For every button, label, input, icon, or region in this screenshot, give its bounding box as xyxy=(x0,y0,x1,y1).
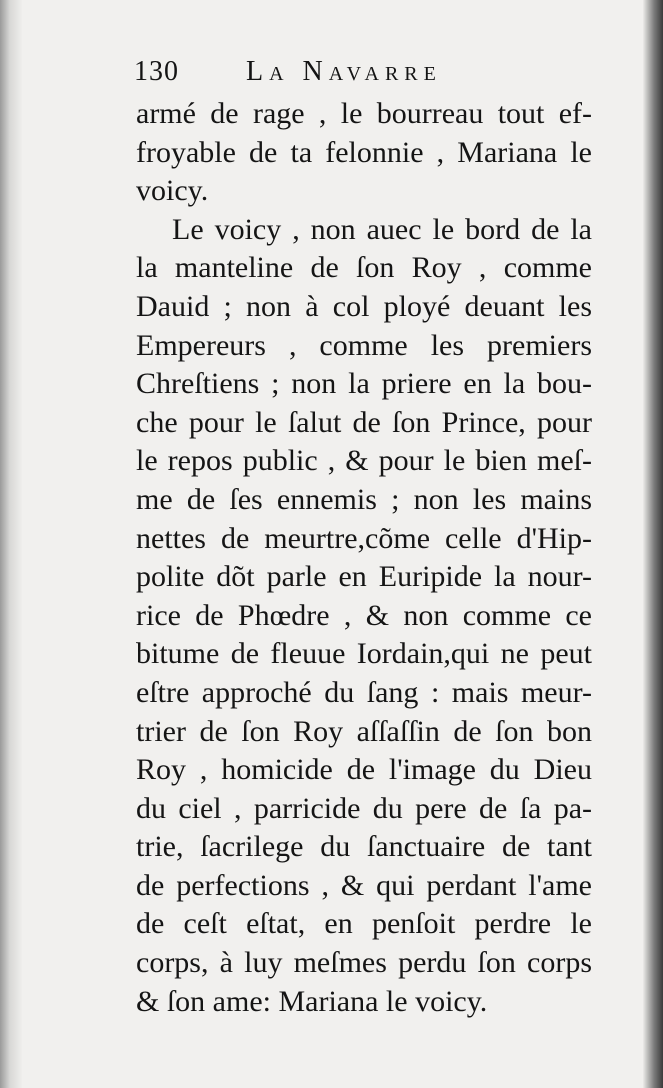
body-text xyxy=(136,95,592,1021)
text-line: de ceſt eſtat, en penſoit perdre le xyxy=(136,907,592,941)
page-binding-shadow xyxy=(0,0,22,1088)
text-line: le repos public , & pour le bien meſ- xyxy=(136,444,592,478)
page-edge-shadow xyxy=(643,0,663,1088)
text-line: trier de ſon Roy aſſaſſin de ſon bon xyxy=(136,714,592,748)
text-line: froyable de ta felonnie , Mariana le xyxy=(136,135,592,169)
text-line: rice de Phœdre , & non comme ce xyxy=(136,598,592,632)
page-header xyxy=(134,56,604,100)
text-line: de perfections , & qui perdant l'ame xyxy=(136,868,592,902)
text-line: eſtre approché du ſang : mais meur- xyxy=(136,675,592,709)
text-line: nettes de meurtre,cõme celle d'Hip- xyxy=(136,521,592,555)
text-line: Chreſtiens ; non la priere en la bou- xyxy=(136,367,592,401)
text-line: Empereurs , comme les premiers xyxy=(136,328,592,362)
text-line: voicy. xyxy=(136,174,209,208)
text-line: Dauid ; non à col ployé deuant les xyxy=(136,289,592,323)
text-line: du ciel , parricide du pere de ſa pa- xyxy=(136,791,592,825)
text-line: me de ſes ennemis ; non les mains xyxy=(136,482,592,516)
text-line: polite dõt parle en Euripide la nour- xyxy=(136,560,592,594)
text-line: che pour le ſalut de ſon Prince, pour xyxy=(136,405,592,439)
text-line: Roy , homicide de l'image du Dieu xyxy=(136,753,592,787)
text-line: bitume de fleuue Iordain,qui ne peut xyxy=(136,637,592,671)
page-number: 130 xyxy=(134,56,179,87)
text-line: armé de rage , le bourreau tout ef- xyxy=(136,97,592,130)
paragraph-start-line: Le voicy , non auec le bord de la xyxy=(172,212,592,246)
text-line: la manteline de ſon Roy , comme xyxy=(136,251,592,285)
text-line: trie, ſacrilege du ſanctuaire de tant xyxy=(136,830,592,864)
text-line: corps, à luy meſmes perdu ſon corps xyxy=(136,946,592,980)
running-title: La Navarre xyxy=(246,56,442,87)
text-line: & ſon ame: Mariana le voicy. xyxy=(136,984,488,1018)
